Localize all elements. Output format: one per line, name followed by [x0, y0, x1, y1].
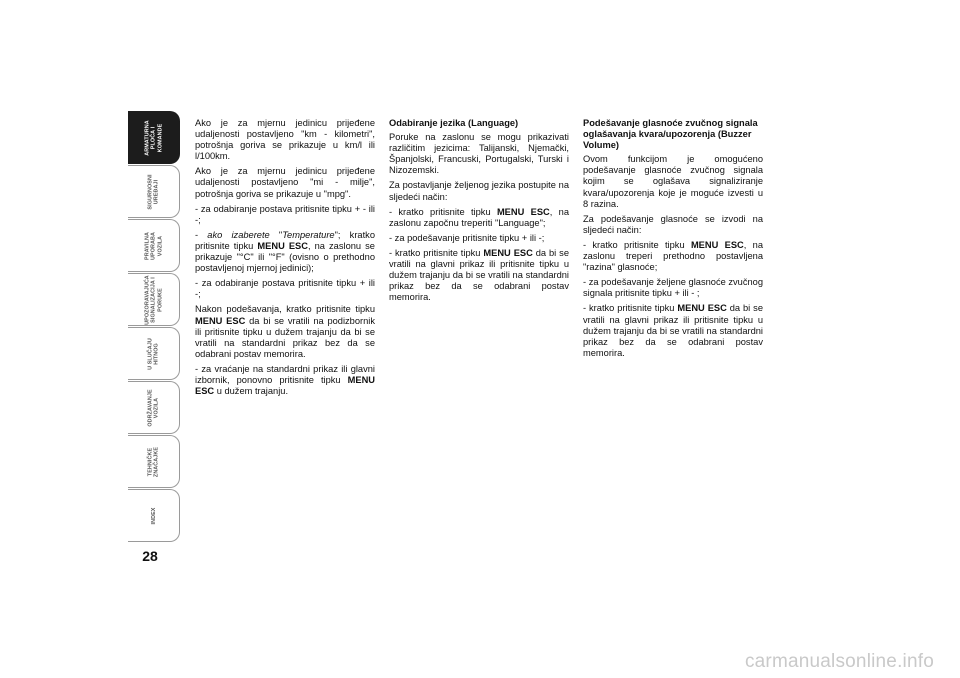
- paragraph: [195, 364, 375, 397]
- tab-odrzavanje-vozila[interactable]: [128, 381, 180, 434]
- text-run: u dužem trajanju.: [214, 386, 289, 397]
- paragraph: Za postavljanje željenog jezika postupite na sljedeći način:: [389, 180, 569, 202]
- paragraph: [195, 230, 375, 274]
- text-run: ": [269, 229, 283, 240]
- watermark: carmanualsonline.info: [744, 651, 934, 672]
- tab-armaturna-ploca[interactable]: [128, 111, 180, 164]
- tab-label: PRAVILNA UPORABA VOZILA: [143, 231, 163, 260]
- text-run: - kratko pritisnite tipku: [389, 247, 484, 258]
- text-run: Temperature: [282, 229, 335, 240]
- key-name: MENU ESC: [677, 303, 727, 314]
- text-run: ako izaberete: [207, 229, 270, 240]
- paragraph: - za podešavanje željene glasnoće zvučnog signala pritisnite tipku + ili - ;: [583, 277, 763, 299]
- text-run: , na zaslonu započnu treperiti "Language";: [389, 206, 569, 228]
- paragraph: Ako je za mjernu jedinicu prijeđene udaljenosti postavljeno "km - kilometri", potrošnja goriva se prikazuje u km/l ili l/100km.: [195, 118, 375, 162]
- tab-label: ODRŽAVANJE VOZILA: [147, 388, 160, 427]
- tab-label: INDEX: [150, 507, 157, 524]
- tab-tehnicke-znacajke[interactable]: [128, 435, 180, 488]
- paragraph: Ako je za mjernu jedinicu prijeđene udaljenosti postavljeno "mi - milje", potrošnja goriva se prikazuje u "mpg".: [195, 166, 375, 199]
- key-name: MENU ESC: [195, 374, 375, 397]
- paragraph: - za odabiranje postava pritisnite tipku + - ili -;: [195, 203, 375, 225]
- text-run: , na zaslonu treperi prethodno postavljena "razina" glasnoće;: [583, 239, 763, 273]
- text-run: - kratko pritisnite tipku: [389, 206, 497, 217]
- text-run: "; kratko pritisnite tipku: [195, 229, 375, 251]
- key-name: MENU ESC: [195, 315, 246, 326]
- key-name: MENU ESC: [257, 240, 308, 251]
- paragraph: [389, 248, 569, 303]
- paragraph: Za podešavanje glasnoće se izvodi na sljedeći način:: [583, 213, 763, 235]
- key-name: MENU ESC: [690, 239, 744, 250]
- text-run: , na zaslonu se prikazuje "°C" ili "°F" (ovisno o prethodno postavljenoj mjernoj jedinici);: [195, 240, 375, 274]
- tab-pravilna-uporaba[interactable]: [128, 219, 180, 272]
- key-name: MENU ESC: [483, 247, 533, 258]
- column-3: [583, 118, 763, 363]
- paragraph: [583, 303, 763, 358]
- text-run: Nakon podešavanja, kratko pritisnite tipku: [195, 304, 375, 315]
- tab-u-slucaju-hitnog[interactable]: [128, 327, 180, 380]
- text-run: da bi se vratili na glavni prikaz ili pritisnite tipku u dužem trajanju da bi se vratili na standardni prikaz bez da se odabrani postav memorira.: [583, 303, 763, 358]
- column-1: [195, 118, 375, 401]
- tab-sigurnosni-uredaji[interactable]: [128, 165, 180, 218]
- chapter-tabs: [128, 111, 180, 543]
- paragraph: - za odabiranje postava pritisnite tipku + ili -;: [195, 278, 375, 300]
- text-run: - kratko pritisnite tipku: [583, 239, 691, 250]
- text-run: da bi se vratili na glavni prikaz ili pritisnite tipku u dužem trajanju da bi se vratili na standardni prikaz bez da se odabrani postav memorira.: [389, 247, 569, 303]
- paragraph: [195, 304, 375, 359]
- tab-index[interactable]: [128, 489, 180, 542]
- text-run: - za vraćanje na standardni prikaz ili glavni izbornik, ponovno pritisnite tipku: [195, 363, 375, 385]
- tab-label: UPOZORAVAJUĆA SIGNALIZACIJA I PORUKE: [143, 274, 163, 325]
- text-run: - kratko pritisnite tipku: [583, 303, 678, 314]
- tab-upozoravajuca-signalizacija[interactable]: [128, 273, 180, 326]
- tab-label: TEHNIČKE ZNAČAJKE: [147, 446, 160, 477]
- tab-label: U SLUČAJU HITNOG: [147, 337, 160, 370]
- text-run: da bi se vratili na podizbornik ili pritisnite tipku u dužem trajanju da bi se vratili na standardni prikaz bez da se odabrani postav memorira.: [195, 315, 375, 359]
- paragraph: - za podešavanje pritisnite tipku + ili -;: [389, 232, 545, 243]
- text-run: -: [195, 229, 208, 240]
- tab-label: ARMATURNA PLOČA I KOMANDE: [143, 119, 163, 156]
- section-heading: Odabiranje jezika (Language): [389, 118, 519, 128]
- page-number: 28: [142, 548, 158, 564]
- paragraph: Poruke na zaslonu se mogu prikazivati različitim jezicima: Talijanski, Njemački, Španjolski, Francuski, Portugalski, Turski i Nizozemski.: [389, 132, 569, 176]
- paragraph: [583, 240, 763, 273]
- paragraph: [389, 207, 569, 229]
- section-heading: Podešavanje glasnoće zvučnog signala oglašavanja kvara/upozorenja (Buzzer Volume): [583, 118, 758, 151]
- column-2: [389, 118, 569, 307]
- key-name: MENU ESC: [496, 206, 550, 217]
- tab-label: SIGURNOSNI UREĐAJI: [147, 173, 160, 210]
- paragraph: Ovom funkcijom je omogućeno podešavanje glasnoće zvučnog signala kojim se oglašava signaliziranje kvara/upozorenja koje je moguće izvesti u 8 razina.: [583, 154, 763, 209]
